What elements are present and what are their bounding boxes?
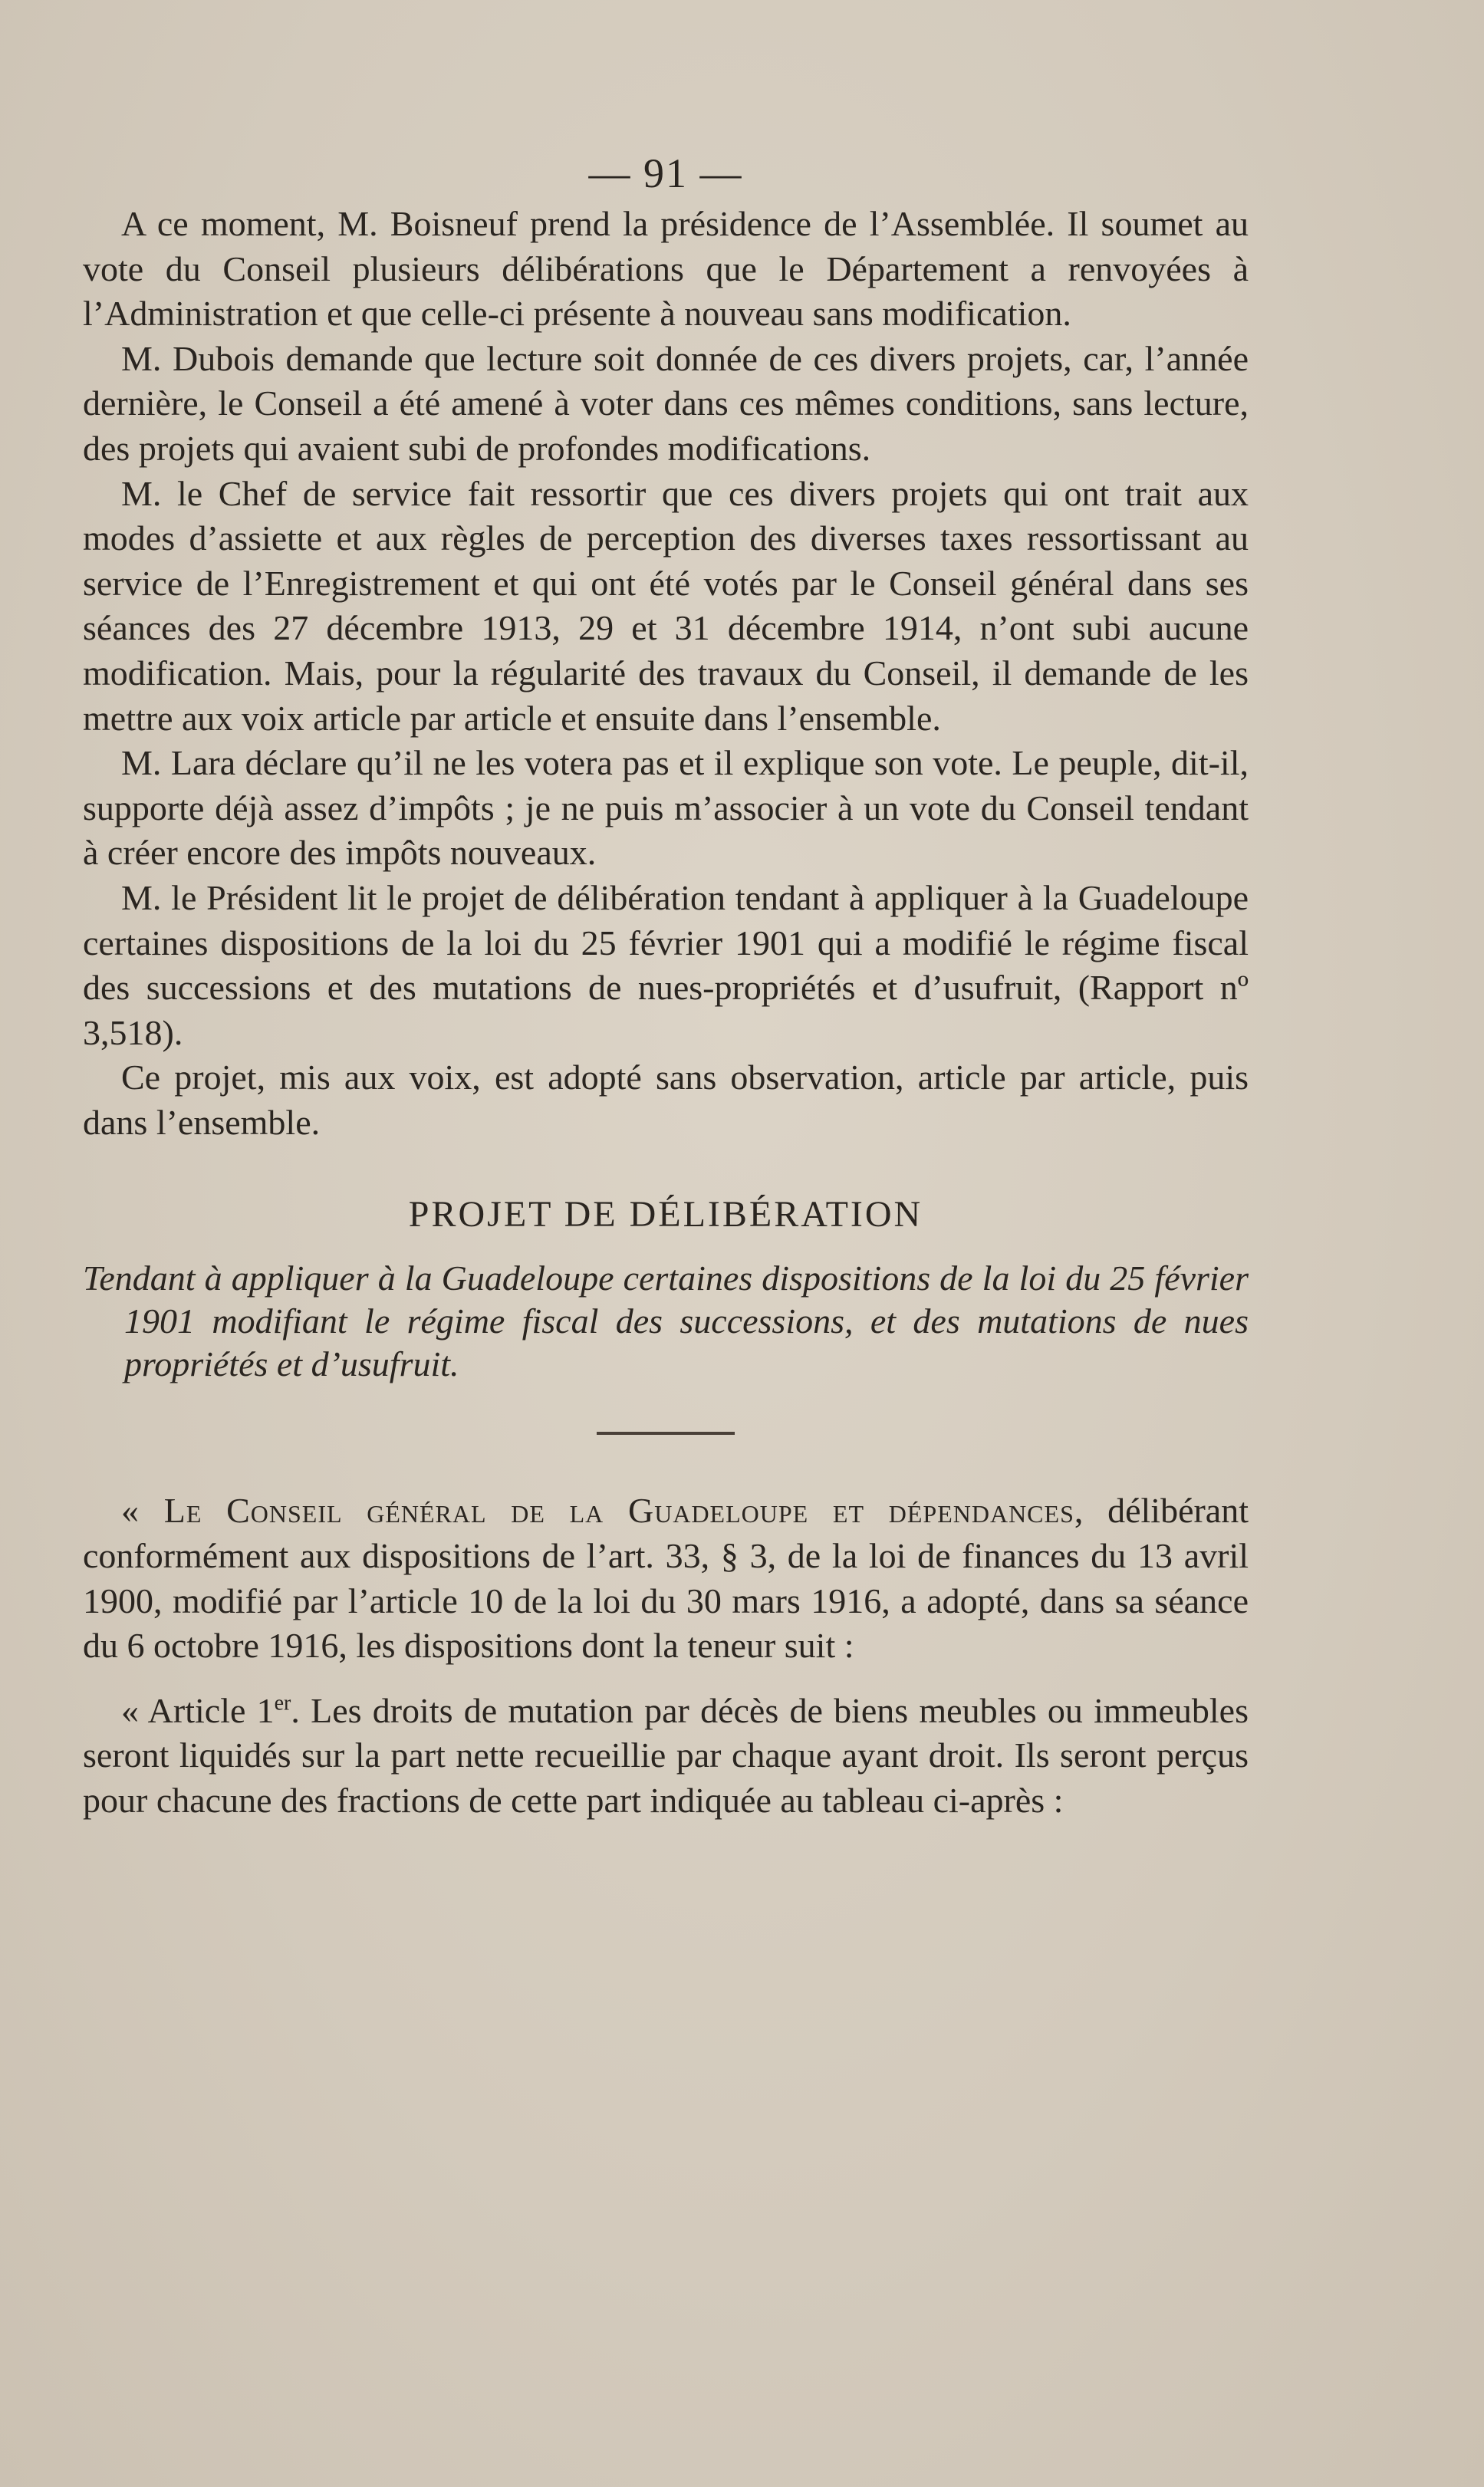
paragraph-6: Ce projet, mis aux voix, est adopté sans observation, article par article, puis dans l’ensemble. (83, 1058, 1249, 1142)
council-paragraph (83, 1489, 1249, 1668)
page-text (83, 150, 1249, 1824)
paragraph-3: M. le Chef de service fait ressortir que ces divers projets qui ont trait aux modes d’assiette et aux règles de perception des diverses taxes ressortissant au service de l’Enregistrement et qui ont été votés par le Conseil général dans ses séances des 27 décembre 1913, 29 et 31 décembre 1914, n’ont subi aucune modification. Mais, pour la régularité des travaux du Conseil, il demande de les mettre aux voix article par article et ensuite dans l’ensemble. (83, 473, 1249, 738)
article-label: « Article 1 (121, 1690, 275, 1730)
paragraph-1: A ce moment, M. Boisneuf prend la présidence de l’Assemblée. Il soumet au vote du Conseil plusieurs délibérations que le Département a renvoyées à l’Administration et que celle-ci présente à nouveau sans modification. (83, 204, 1249, 334)
page-number: — 91 — (588, 150, 743, 196)
paragraph-4: M. Lara déclare qu’il ne les votera pas et il explique son vote. Le peuple, dit-il, supporte déjà assez d’impôts ; je ne puis m’associer à un vote du Conseil tendant à créer encore des impôts nouveaux. (83, 743, 1249, 873)
council-body: délibérant conformément aux dispositions de l’art. 33, § 3, de la loi de finances du 13 avril 1900, modifié par l’article 10 de la loi du 30 mars 1916, a adopté, dans sa séance du 6 octobre 1916, les dispositions dont la teneur suit : (83, 1491, 1249, 1666)
paragraph-5: M. le Président lit le projet de délibération tendant à appliquer à la Guadeloupe certaines dispositions de la loi du 25 février 1901 qui a modifié le régime fiscal des successions et des mutations de nues-propriétés et d’usufruit, (Rapport nº 3,518). (83, 877, 1249, 1052)
article-paragraph (83, 1689, 1249, 1824)
section-heading: PROJET DE DÉLIBÉRATION (408, 1194, 923, 1235)
paragraph-2: M. Dubois demande que lecture soit donnée de ces divers projets, car, l’année dernière, le Conseil a été amené à voter dans ces mêmes conditions, sans lecture, des projets qui avaient subi de profondes modifications. (83, 338, 1249, 468)
divider-rule (597, 1432, 735, 1435)
section-subtitle: Tendant à appliquer à la Guadeloupe certaines dispositions de la loi du 25 février 1901 modifiant le régime fiscal des successions, et des mutations de nues propriétés et d’usufruit. (83, 1258, 1249, 1384)
article-superscript: er (274, 1691, 291, 1716)
council-intro: « Le Conseil général de la Guadeloupe et dépendances, (121, 1491, 1084, 1531)
article-body: . Les droits de mutation par décès de biens meubles ou immeubles seront liquidés sur la part nette recueillie par chaque ayant droit. Ils seront perçus pour chacune des fractions de cette part indiquée au tableau ci-après : (83, 1690, 1249, 1821)
